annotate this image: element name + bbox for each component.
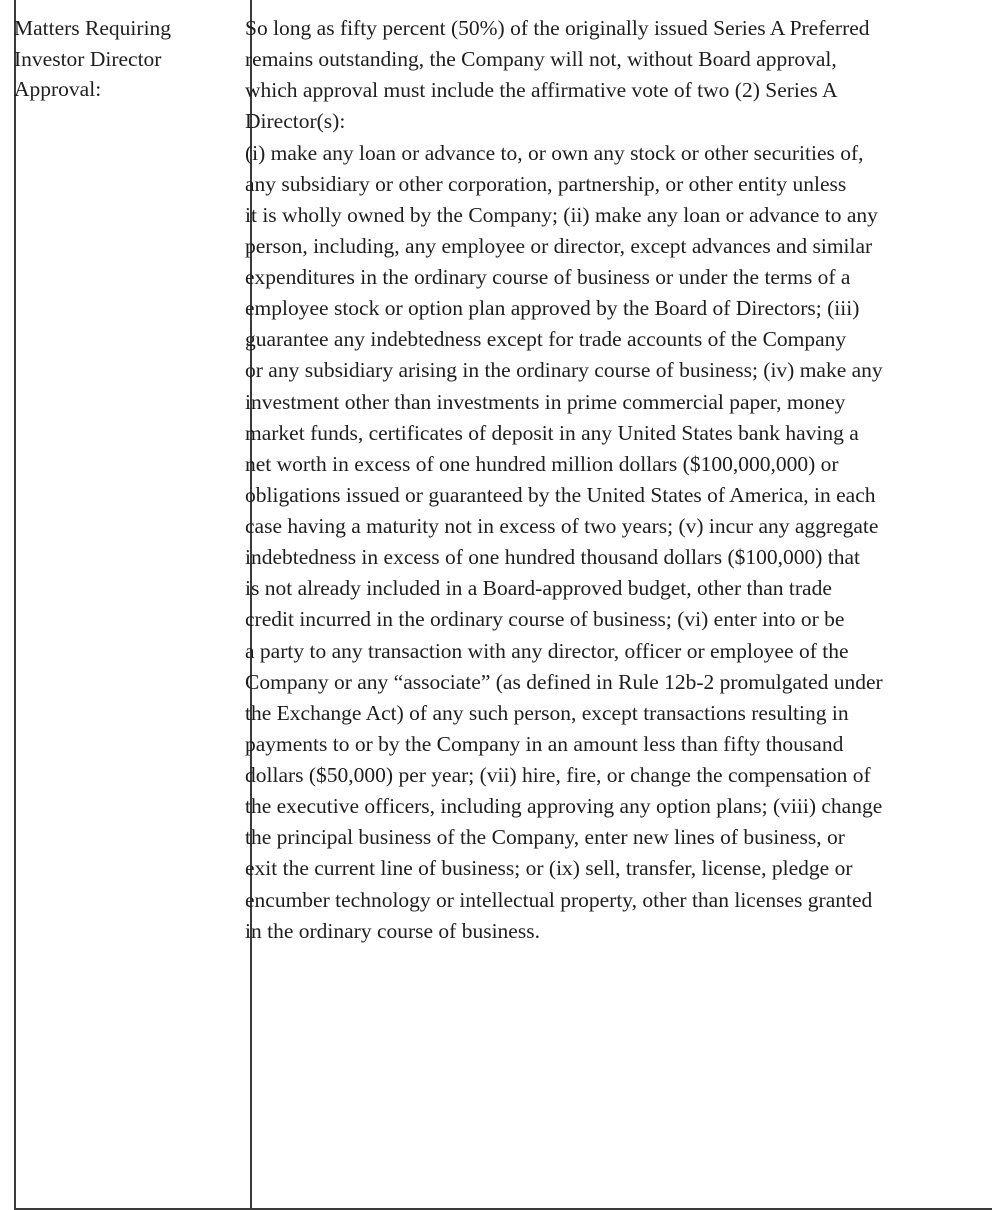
term-body-line: any subsidiary or other corporation, partnership, or other entity unless [245, 171, 847, 196]
term-body-cell [245, 13, 985, 947]
term-body-line: payments to or by the Company in an amount less than fifty thousand [245, 731, 844, 756]
term-body-line: net worth in excess of one hundred million dollars ($100,000,000) or [245, 451, 839, 476]
term-label-cell [14, 13, 228, 105]
term-label-line: Matters Requiring [14, 16, 172, 40]
term-body-line: the executive officers, including approving any option plans; (viii) change [245, 794, 883, 819]
term-body-line: the principal business of the Company, enter new lines of business, or [245, 825, 845, 850]
term-label-line: Approval: [14, 77, 102, 101]
term-body-line: (i) make any loan or advance to, or own any stock or other securities of, [245, 140, 864, 165]
term-body-line: remains outstanding, the Company will not, without Board approval, [245, 47, 837, 72]
term-body-line: Director(s): [245, 109, 346, 134]
term-body-line: encumber technology or intellectual property, other than licenses granted [245, 887, 873, 912]
term-label-line: Investor Director [14, 46, 162, 71]
term-body-line: expenditures in the ordinary course of business or under the terms of a [245, 265, 851, 289]
term-body-line: exit the current line of business; or (ix) sell, transfer, license, pledge or [245, 856, 853, 881]
term-body-line: credit incurred in the ordinary course of business; (vi) enter into or be [245, 607, 845, 632]
term-body-line: guarantee any indebtedness except for trade accounts of the Company [245, 327, 847, 352]
term-body-line: in the ordinary course of business. [245, 918, 540, 943]
term-body-line: market funds, certificates of deposit in any United States bank having a [245, 420, 859, 445]
term-body-line: employee stock or option plan approved by the Board of Directors; (iii) [245, 296, 860, 321]
term-body-line: So long as fifty percent (50%) of the originally issued Series A Preferred [245, 16, 870, 40]
term-body-line: is not already included in a Board-approved budget, other than trade [245, 576, 832, 601]
term-body-line: which approval must include the affirmative vote of two (2) Series A [245, 78, 838, 103]
term-body-line: person, including, any employee or director, except advances and similar [245, 233, 873, 258]
term-body-line: Company or any “associate” (as defined in Rule 12b-2 promulgated under [245, 669, 883, 694]
term-body-line: investment other than investments in prime commercial paper, money [245, 389, 846, 414]
term-body-line: it is wholly owned by the Company; (ii) make any loan or advance to any [245, 202, 878, 227]
term-body-line: indebtedness in excess of one hundred thousand dollars ($100,000) that [245, 545, 861, 570]
term-body-line: the Exchange Act) of any such person, except transactions resulting in [245, 700, 849, 725]
term-body-line: obligations issued or guaranteed by the United States of America, in each [245, 482, 876, 507]
term-body-line: a party to any transaction with any director, officer or employee of the [245, 638, 849, 663]
term-body-line: or any subsidiary arising in the ordinary course of business; (iv) make any [245, 358, 883, 383]
term-body-line: dollars ($50,000) per year; (vii) hire, fire, or change the compensation of [245, 763, 871, 787]
term-body-line: case having a maturity not in excess of two years; (v) incur any aggregate [245, 514, 879, 538]
